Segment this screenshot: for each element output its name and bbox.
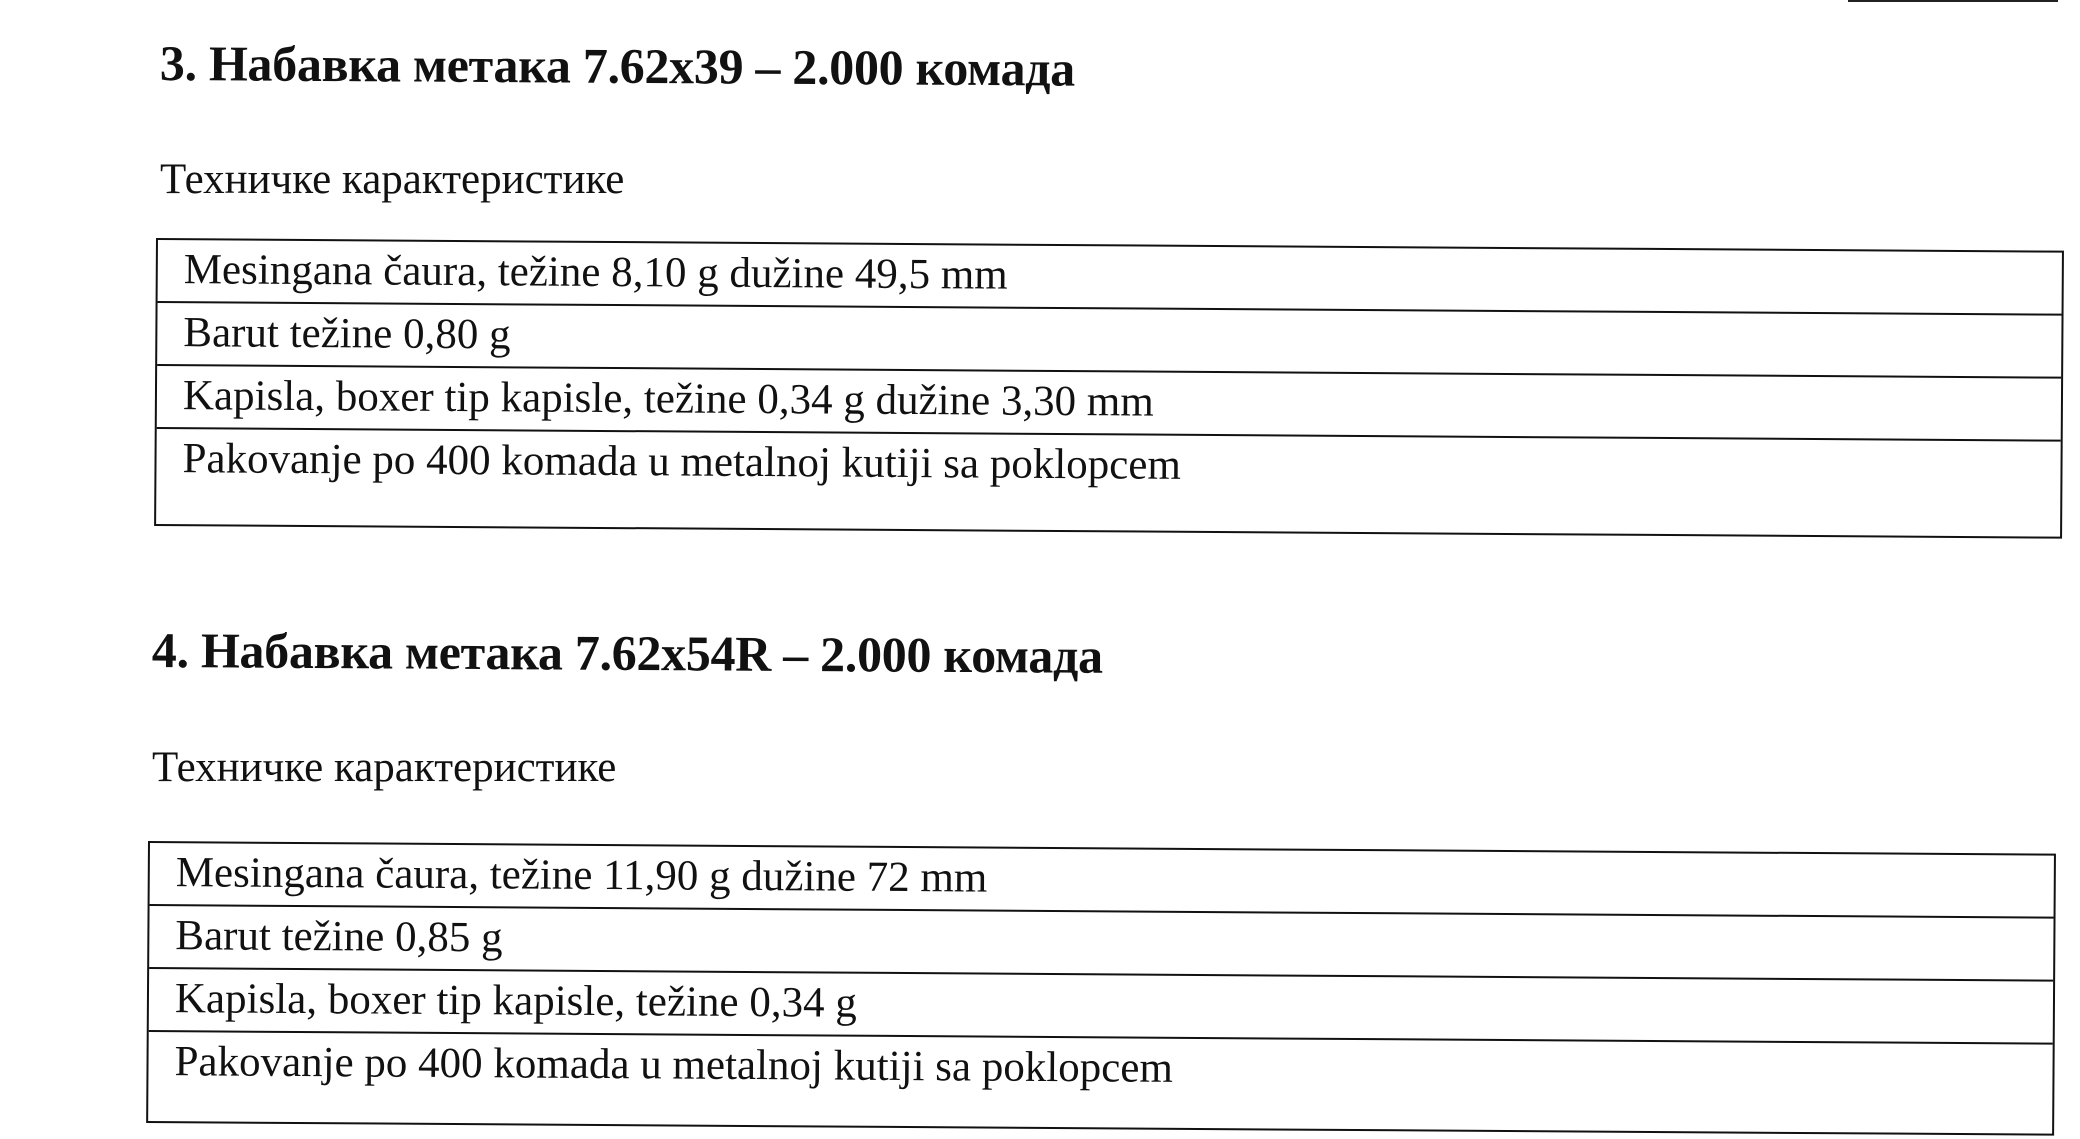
spec-row: Kapisla, boxer tip kapisle, težine 0,34 g dužine 3,30 mm	[157, 366, 2061, 442]
section-4-subtitle: Техничке карактеристике	[152, 744, 617, 791]
spec-row: Kapisla, boxer tip kapisle, težine 0,34 g	[149, 969, 2053, 1045]
section-3-spec-table	[154, 238, 2064, 539]
top-edge-rule	[1848, 0, 2058, 2]
section-4-title: 4. Набавка метака 7.62x54R – 2.000 комада	[151, 622, 1103, 684]
spec-row: Mesingana čaura, težine 11,90 g dužine 72 mm	[150, 843, 2054, 919]
spec-row: Barut težine 0,85 g	[149, 906, 2053, 982]
spec-row: Mesingana čaura, težine 8,10 g dužine 49,5 mm	[158, 240, 2062, 316]
section-4-spec-table	[146, 841, 2056, 1136]
spec-row: Barut težine 0,80 g	[157, 303, 2061, 379]
section-3-title: 3. Набавка метака 7.62x39 – 2.000 комада	[159, 35, 1076, 97]
spec-row: Pakovanje po 400 komada u metalnoj kutiji sa poklopcem	[182, 435, 1182, 489]
section-3-subtitle: Техничке карактеристике	[160, 156, 625, 203]
spec-row: Pakovanje po 400 komada u metalnoj kutiji sa poklopcem	[174, 1038, 1174, 1092]
